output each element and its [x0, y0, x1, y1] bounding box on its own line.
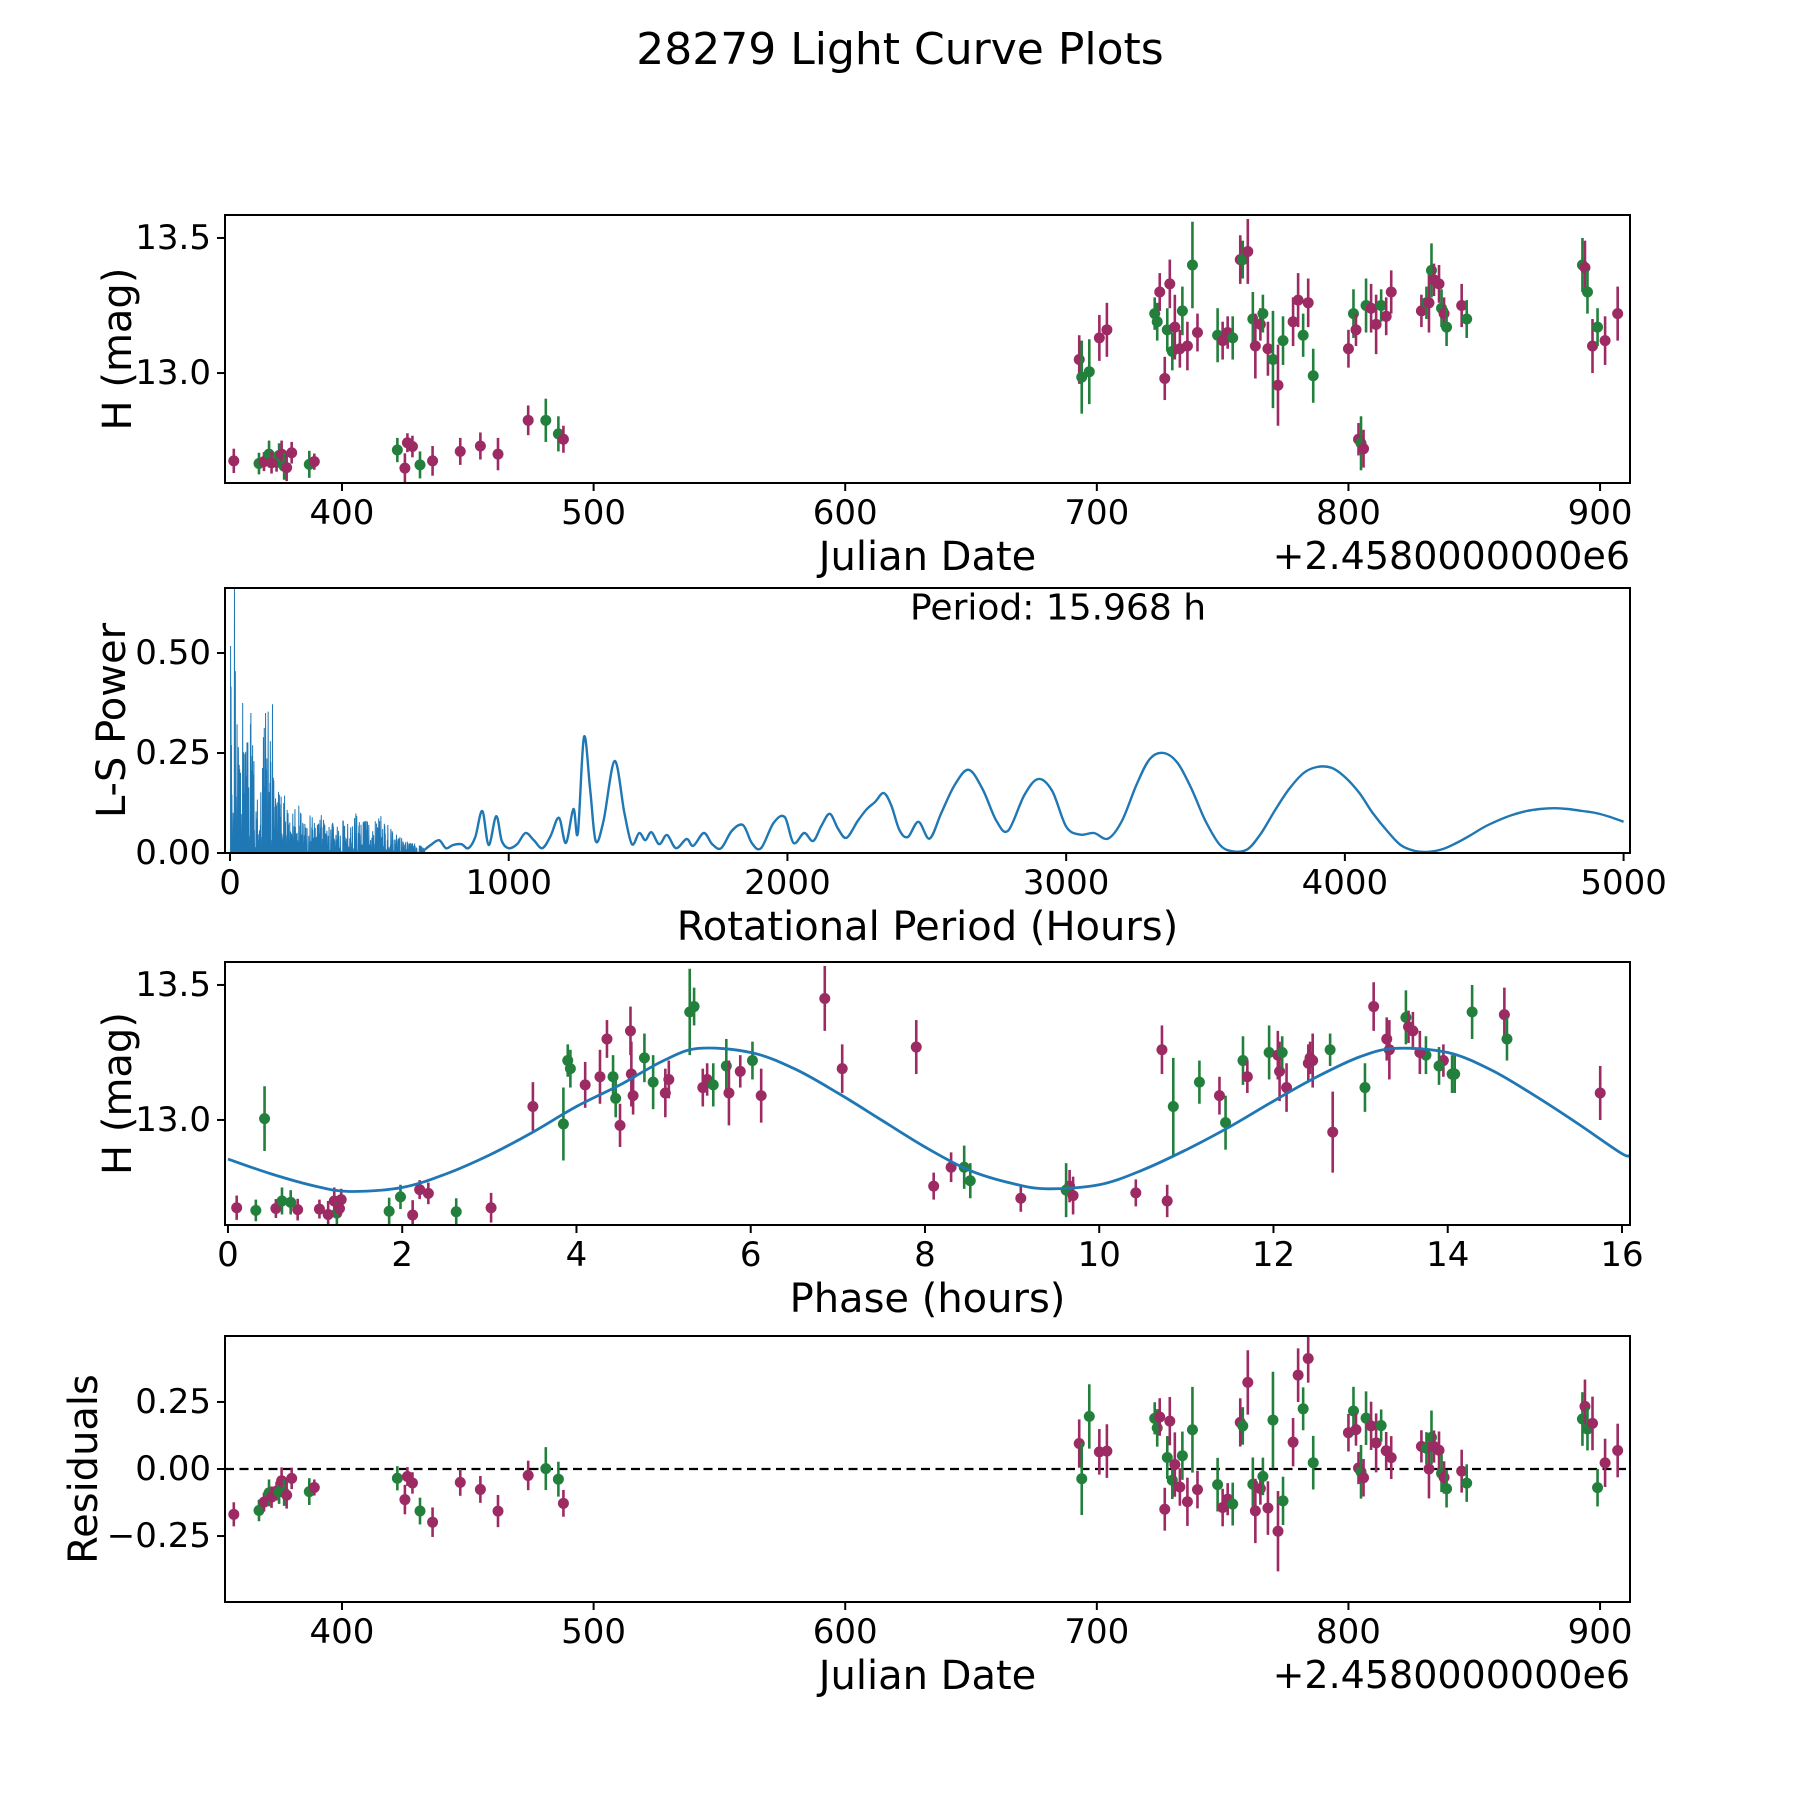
phase-xlabel: Phase (hours)	[789, 1275, 1066, 1322]
residuals-ytick-label: 0.25	[135, 1381, 211, 1422]
phase-fold-panel	[95, 962, 1644, 1322]
periodogram-ytick-label: 0.50	[135, 633, 211, 673]
figure-title: 28279 Light Curve Plots	[636, 24, 1164, 75]
periodogram-xtick-label: 4000	[1301, 862, 1389, 903]
residuals-panel	[61, 1334, 1633, 1698]
residuals-xtick-label: 400	[309, 1611, 375, 1652]
phase-xtick-label: 10	[1077, 1234, 1121, 1275]
period-annotation: Period: 15.968 h	[910, 587, 1207, 629]
lightcurve-xtick-label: 900	[1567, 492, 1633, 533]
phase-xtick-label: 6	[739, 1234, 762, 1275]
periodogram-xtick-label: 0	[219, 862, 241, 903]
lightcurve-xtick-label: 500	[561, 492, 627, 533]
phase-xtick-label: 14	[1426, 1234, 1470, 1275]
phase-xtick-label: 4	[565, 1234, 588, 1275]
lightcurve-xtick-label: 800	[1315, 492, 1381, 533]
periodogram-line	[425, 736, 1624, 852]
phase-xtick-label: 16	[1600, 1234, 1644, 1275]
residuals-xtick-label: 600	[812, 1611, 878, 1652]
residuals-xtick-label: 900	[1567, 1611, 1633, 1652]
lightcurve-xlabel: Julian Date	[818, 533, 1037, 580]
residuals-ytick-label: −0.25	[106, 1516, 211, 1557]
lightcurve-ytick-label: 13.5	[135, 217, 211, 258]
phase-ytick-label: 13.5	[135, 964, 211, 1005]
lightcurve-xtick-label: 600	[812, 492, 878, 533]
phase-xtick-label: 8	[914, 1234, 936, 1275]
phase-frame	[95, 962, 1644, 1322]
periodogram-spike-forest	[231, 581, 425, 853]
periodogram-ytick-label: 0.00	[135, 833, 211, 873]
phase-xtick-label: 12	[1251, 1234, 1296, 1275]
phase-xtick-label: 0	[217, 1234, 239, 1275]
residuals-ytick-label: 0.00	[135, 1449, 211, 1489]
periodogram-ytick-label: 0.25	[135, 733, 211, 773]
periodogram-xtick-label: 3000	[1022, 862, 1110, 903]
residuals-xtick-label: 700	[1064, 1611, 1130, 1652]
phase-ytick-label: 13.0	[135, 1099, 211, 1140]
periodogram-xtick-label: 1000	[465, 862, 552, 903]
light-curve-panel	[95, 215, 1633, 580]
residuals-frame	[61, 1336, 1633, 1699]
periodogram-panel	[89, 581, 1667, 950]
lightcurve-data	[228, 219, 1623, 483]
phase-ylabel: H (mag)	[95, 1012, 141, 1175]
lightcurve-xtick-label: 700	[1064, 492, 1130, 533]
residuals-xtick-label: 500	[561, 1611, 627, 1652]
periodogram-xlabel: Rotational Period (Hours)	[676, 903, 1179, 950]
residuals-ylabel: Residuals	[61, 1374, 107, 1564]
lightcurve-xtick-label: 400	[309, 492, 375, 533]
residuals-data	[225, 1334, 1630, 1571]
residuals-offset-text: +2.4580000000e6	[1272, 1653, 1630, 1697]
periodogram-xtick-label: 2000	[744, 862, 831, 903]
lightcurve-ytick-label: 13.0	[135, 353, 211, 394]
lightcurve-ylabel: H (mag)	[95, 267, 141, 431]
periodogram-ylabel: L-S Power	[89, 622, 135, 819]
lightcurve-frame	[95, 215, 1633, 580]
residuals-xtick-label: 800	[1315, 1611, 1381, 1652]
phase-xtick-label: 2	[391, 1234, 414, 1275]
residuals-xlabel: Julian Date	[818, 1652, 1037, 1699]
periodogram-frame	[89, 588, 1667, 950]
periodogram-xtick-label: 5000	[1580, 862, 1667, 903]
lightcurve-offset-text: +2.4580000000e6	[1272, 534, 1630, 578]
phase-data	[228, 966, 1631, 1230]
